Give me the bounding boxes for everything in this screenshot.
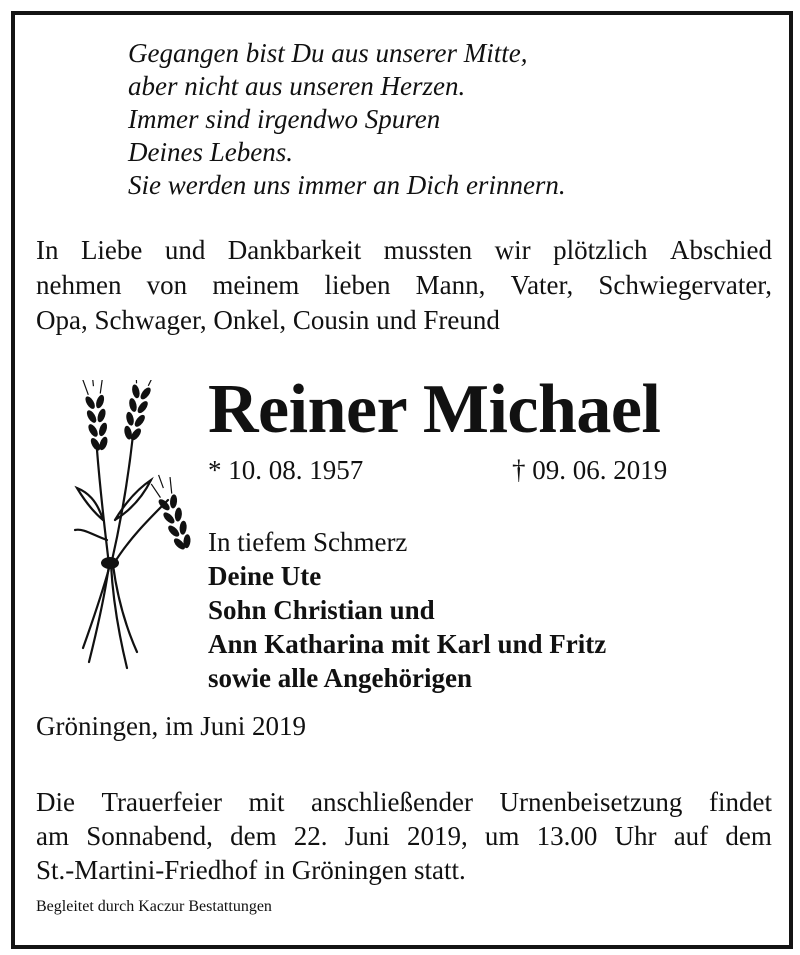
poem: [128, 37, 566, 202]
funeral-word: Die: [36, 787, 75, 817]
intro-line-1: [36, 233, 772, 268]
birth-date: * 10. 08. 1957: [208, 455, 364, 485]
poem-line: aber nicht aus unseren Herzen.: [128, 71, 466, 101]
intro-word: von: [146, 270, 188, 300]
funeral-word: dem: [230, 821, 277, 851]
poem-line: Immer sind irgendwo Spuren: [128, 104, 441, 134]
intro-word: und: [164, 235, 206, 265]
obituary-frame: [11, 11, 793, 949]
funeral-word: Uhr: [614, 821, 657, 851]
intro-word: nehmen: [36, 270, 122, 300]
funeral-word: 13.00: [536, 821, 598, 851]
mourner-name: Sohn Christian und: [208, 595, 435, 625]
funeral-word: 22.: [293, 821, 328, 851]
funeral-word: Juni: [344, 821, 390, 851]
funeral-word: auf: [673, 821, 709, 851]
funeral-word: um: [484, 821, 520, 851]
intro-word: Liebe: [80, 235, 143, 265]
funeral-word: am: [36, 821, 69, 851]
funeral-word: Sonnabend,: [86, 821, 213, 851]
intro-word: Mann,: [415, 270, 486, 300]
place-date: Gröningen, im Juni 2019: [36, 711, 306, 741]
intro-word: Schwiegervater,: [598, 270, 772, 300]
mourner-name: Deine Ute: [208, 561, 322, 591]
mourner-name: Ann Katharina mit Karl und Fritz: [208, 629, 607, 659]
intro-line-2: [36, 268, 772, 303]
deceased-name: Reiner Michael: [208, 371, 661, 448]
intro-word: lieben: [324, 270, 391, 300]
intro-text: [36, 233, 772, 338]
wheat-bundle-icon: [53, 380, 193, 680]
intro-word: Dankbarkeit: [227, 235, 362, 265]
poem-line: Sie werden uns immer an Dich erinnern.: [128, 170, 566, 200]
intro-word: In: [36, 235, 59, 265]
funeral-word: Trauerfeier: [101, 787, 222, 817]
intro-word: mussten: [383, 235, 473, 265]
funeral-word: Urnenbeisetzung: [499, 787, 683, 817]
funeral-word: mit: [248, 787, 285, 817]
funeral-word: dem: [725, 821, 772, 851]
funeral-line-2: [36, 819, 772, 853]
funeral-line-1: [36, 785, 772, 819]
funeral-home-credit: Begleitet durch Kaczur Bestattungen: [36, 898, 272, 915]
intro-word: plötzlich: [553, 235, 648, 265]
mourners-lead: In tiefem Schmerz: [208, 527, 408, 557]
funeral-line-3: St.-Martini-Friedhof in Gröningen statt.: [36, 855, 466, 885]
mourners-block: [208, 525, 606, 695]
intro-line-3: Opa, Schwager, Onkel, Cousin und Freund: [36, 305, 500, 335]
poem-line: Deines Lebens.: [128, 137, 293, 167]
mourner-name: sowie alle Angehörigen: [208, 663, 472, 693]
funeral-word: anschließender: [311, 787, 473, 817]
intro-word: Abschied: [669, 235, 772, 265]
intro-word: wir: [494, 235, 531, 265]
intro-word: meinem: [212, 270, 300, 300]
funeral-info: [36, 785, 772, 887]
death-date: † 09. 06. 2019: [512, 455, 668, 485]
funeral-word: findet: [708, 787, 772, 817]
funeral-word: 2019,: [406, 821, 468, 851]
intro-word: Vater,: [510, 270, 574, 300]
poem-line: Gegangen bist Du aus unserer Mitte,: [128, 38, 528, 68]
